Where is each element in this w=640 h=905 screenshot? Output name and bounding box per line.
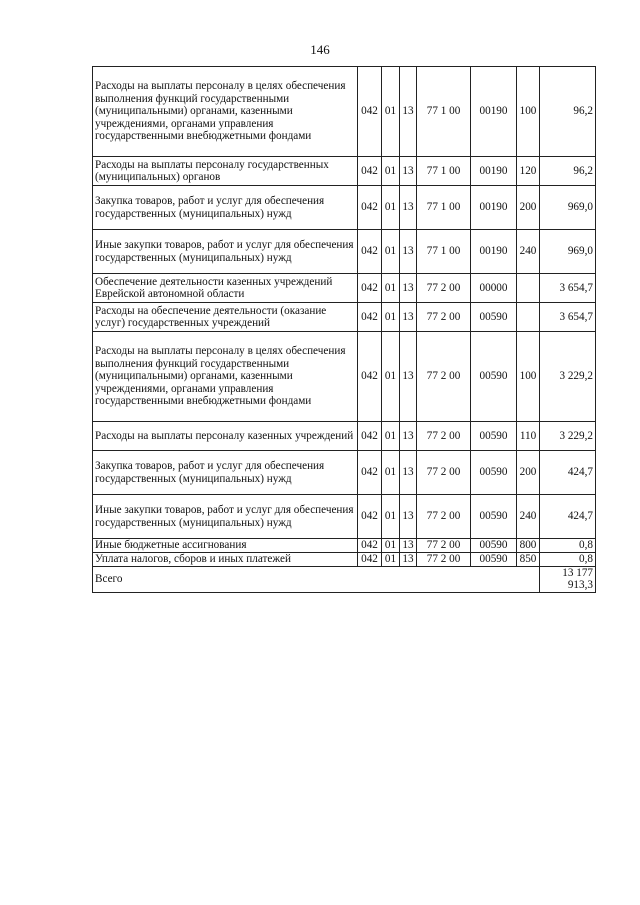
direction-code: 00190 (471, 157, 517, 186)
program-code: 77 2 00 (417, 303, 471, 332)
direction-code: 00590 (471, 451, 517, 495)
ministry-code: 042 (358, 332, 382, 422)
amount: 96,2 (540, 157, 596, 186)
direction-code: 00190 (471, 67, 517, 157)
amount: 0,8 (540, 539, 596, 553)
row-name: Расходы на обеспечение деятельности (оказание услуг) государственных учреждений (93, 303, 358, 332)
expense-type-code: 100 (517, 332, 540, 422)
amount: 0,8 (540, 553, 596, 567)
direction-code: 00590 (471, 332, 517, 422)
section-code: 01 (382, 553, 400, 567)
ministry-code: 042 (358, 186, 382, 230)
table-row (93, 230, 596, 274)
budget-table (92, 66, 596, 593)
row-name: Расходы на выплаты персоналу в целях обеспечения выполнения функций государственными (муниципальными) органами, казенными учреждениями, органами управления государственными внебюджетными фондами (93, 67, 358, 157)
direction-code: 00000 (471, 274, 517, 303)
direction-code: 00590 (471, 495, 517, 539)
direction-code: 00590 (471, 303, 517, 332)
section-code: 01 (382, 186, 400, 230)
section-code: 01 (382, 274, 400, 303)
amount: 3 654,7 (540, 303, 596, 332)
row-name: Расходы на выплаты персоналу в целях обеспечения выполнения функций государственными (муниципальными) органами, казенными учреждениями, органами управления государственными внебюджетными фондами (93, 332, 358, 422)
table-row (93, 67, 596, 157)
subsection-code: 13 (400, 67, 417, 157)
subsection-code: 13 (400, 553, 417, 567)
program-code: 77 1 00 (417, 230, 471, 274)
row-name: Закупка товаров, работ и услуг для обеспечения государственных (муниципальных) нужд (93, 186, 358, 230)
table-row (93, 539, 596, 553)
subsection-code: 13 (400, 186, 417, 230)
row-name: Расходы на выплаты персоналу государственных (муниципальных) органов (93, 157, 358, 186)
page-number: 146 (310, 42, 330, 57)
program-code: 77 2 00 (417, 495, 471, 539)
section-code: 01 (382, 230, 400, 274)
expense-type-code (517, 303, 540, 332)
program-code: 77 1 00 (417, 67, 471, 157)
total-label: Всего (93, 567, 540, 593)
subsection-code: 13 (400, 451, 417, 495)
table-row (93, 186, 596, 230)
ministry-code: 042 (358, 230, 382, 274)
expense-type-code: 200 (517, 186, 540, 230)
row-name: Обеспечение деятельности казенных учреждений Еврейской автономной области (93, 274, 358, 303)
amount: 424,7 (540, 451, 596, 495)
expense-type-code: 120 (517, 157, 540, 186)
table-row (93, 422, 596, 451)
section-code: 01 (382, 67, 400, 157)
row-name: Закупка товаров, работ и услуг для обеспечения государственных (муниципальных) нужд (93, 451, 358, 495)
expense-type-code: 240 (517, 230, 540, 274)
program-code: 77 2 00 (417, 553, 471, 567)
amount: 969,0 (540, 186, 596, 230)
expense-type-code: 100 (517, 67, 540, 157)
row-name: Иные закупки товаров, работ и услуг для обеспечения государственных (муниципальных) нужд (93, 230, 358, 274)
section-code: 01 (382, 495, 400, 539)
section-code: 01 (382, 303, 400, 332)
amount: 969,0 (540, 230, 596, 274)
direction-code: 00590 (471, 422, 517, 451)
table-row (93, 451, 596, 495)
ministry-code: 042 (358, 303, 382, 332)
row-name: Иные бюджетные ассигнования (93, 539, 358, 553)
section-code: 01 (382, 157, 400, 186)
direction-code: 00190 (471, 186, 517, 230)
subsection-code: 13 (400, 539, 417, 553)
table-row (93, 157, 596, 186)
table-row (93, 553, 596, 567)
program-code: 77 2 00 (417, 274, 471, 303)
subsection-code: 13 (400, 303, 417, 332)
program-code: 77 2 00 (417, 539, 471, 553)
section-code: 01 (382, 422, 400, 451)
program-code: 77 1 00 (417, 157, 471, 186)
program-code: 77 1 00 (417, 186, 471, 230)
direction-code: 00190 (471, 230, 517, 274)
table-row (93, 332, 596, 422)
ministry-code: 042 (358, 157, 382, 186)
amount: 424,7 (540, 495, 596, 539)
program-code: 77 2 00 (417, 451, 471, 495)
subsection-code: 13 (400, 422, 417, 451)
section-code: 01 (382, 539, 400, 553)
program-code: 77 2 00 (417, 422, 471, 451)
subsection-code: 13 (400, 230, 417, 274)
row-name: Расходы на выплаты персоналу казенных учреждений (93, 422, 358, 451)
ministry-code: 042 (358, 495, 382, 539)
program-code: 77 2 00 (417, 332, 471, 422)
ministry-code: 042 (358, 451, 382, 495)
direction-code: 00590 (471, 553, 517, 567)
expense-type-code: 200 (517, 451, 540, 495)
expense-type-code (517, 274, 540, 303)
amount: 3 229,2 (540, 422, 596, 451)
ministry-code: 042 (358, 539, 382, 553)
expense-type-code: 850 (517, 553, 540, 567)
expense-type-code: 110 (517, 422, 540, 451)
expense-type-code: 800 (517, 539, 540, 553)
ministry-code: 042 (358, 422, 382, 451)
amount: 3 229,2 (540, 332, 596, 422)
section-code: 01 (382, 332, 400, 422)
subsection-code: 13 (400, 274, 417, 303)
expense-type-code: 240 (517, 495, 540, 539)
total-amount: 13 177 913,3 (540, 567, 596, 593)
row-name: Уплата налогов, сборов и иных платежей (93, 553, 358, 567)
table-row (93, 495, 596, 539)
table-row (93, 303, 596, 332)
ministry-code: 042 (358, 553, 382, 567)
amount: 96,2 (540, 67, 596, 157)
row-name: Иные закупки товаров, работ и услуг для обеспечения государственных (муниципальных) нужд (93, 495, 358, 539)
subsection-code: 13 (400, 495, 417, 539)
amount: 3 654,7 (540, 274, 596, 303)
total-row (93, 567, 596, 593)
ministry-code: 042 (358, 67, 382, 157)
ministry-code: 042 (358, 274, 382, 303)
direction-code: 00590 (471, 539, 517, 553)
section-code: 01 (382, 451, 400, 495)
table-row (93, 274, 596, 303)
subsection-code: 13 (400, 332, 417, 422)
subsection-code: 13 (400, 157, 417, 186)
